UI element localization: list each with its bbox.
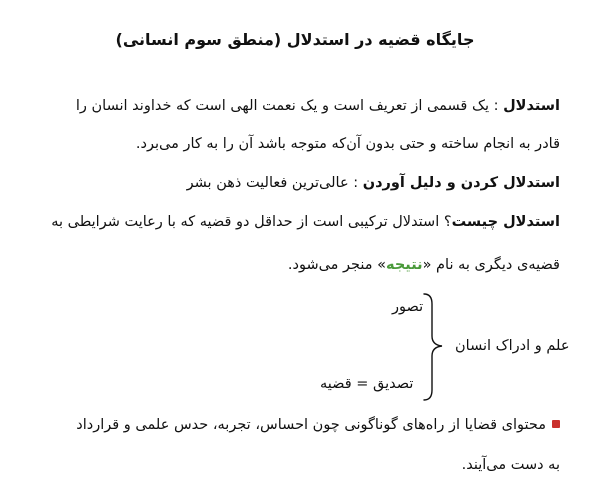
quote-open: «: [422, 257, 432, 273]
paragraph-text: محتوای قضایا از راه‌های گوناگونی چون احساس، تجربه، حدس علمی و قرارداد: [76, 417, 546, 433]
diagram-node-root: علم و ادراک انسان: [455, 338, 570, 354]
paragraph-text: یک قسمی از تعریف است و یک نعمت الهی است که خداوند انسان را: [75, 98, 489, 114]
question-mark: ؟: [439, 214, 452, 230]
quote-close: »: [377, 257, 387, 273]
paragraph-content-line-1: [30, 415, 560, 435]
paragraph-argument-line-1: [30, 96, 560, 116]
term-separator: :: [348, 175, 363, 191]
diagram-brace: [418, 290, 454, 406]
paragraph-definition-line-1: [30, 212, 560, 232]
paragraph-argument-line-2: قادر به انجام ساخته و حتی بدون آن‌که متوجه باشد آن را به کار می‌برد.: [135, 136, 560, 152]
term-argument: استدلال: [503, 98, 560, 114]
term-reasoning: استدلال کردن و دلیل آوردن: [362, 175, 560, 191]
paragraph-text: منجر می‌شود.: [287, 257, 378, 273]
paragraph-text: استدلال ترکیبی است از حداقل دو قضیه که با رعایت شرایطی به: [51, 214, 440, 230]
document-title: جایگاه قضیه در استدلال (منطق سوم انسانی): [115, 30, 475, 49]
paragraph-reasoning: [30, 173, 560, 193]
diagram-node-judgment: تصدیق = قضیه: [320, 376, 414, 392]
term-separator: :: [488, 98, 504, 114]
diagram-node-concept: تصور: [392, 299, 424, 315]
red-square-bullet-icon: [552, 420, 560, 428]
paragraph-definition-line-2: [30, 255, 560, 275]
paragraph-content-line-2: به دست می‌آیند.: [461, 457, 560, 473]
keyword-conclusion: نتیجه: [386, 257, 423, 273]
paragraph-text: عالی‌ترین فعالیت ذهن بشر: [186, 175, 349, 191]
paragraph-text: قضیه‌ی دیگری به نام: [431, 257, 560, 273]
term-what-is-argument: استدلال چیست: [451, 214, 560, 230]
